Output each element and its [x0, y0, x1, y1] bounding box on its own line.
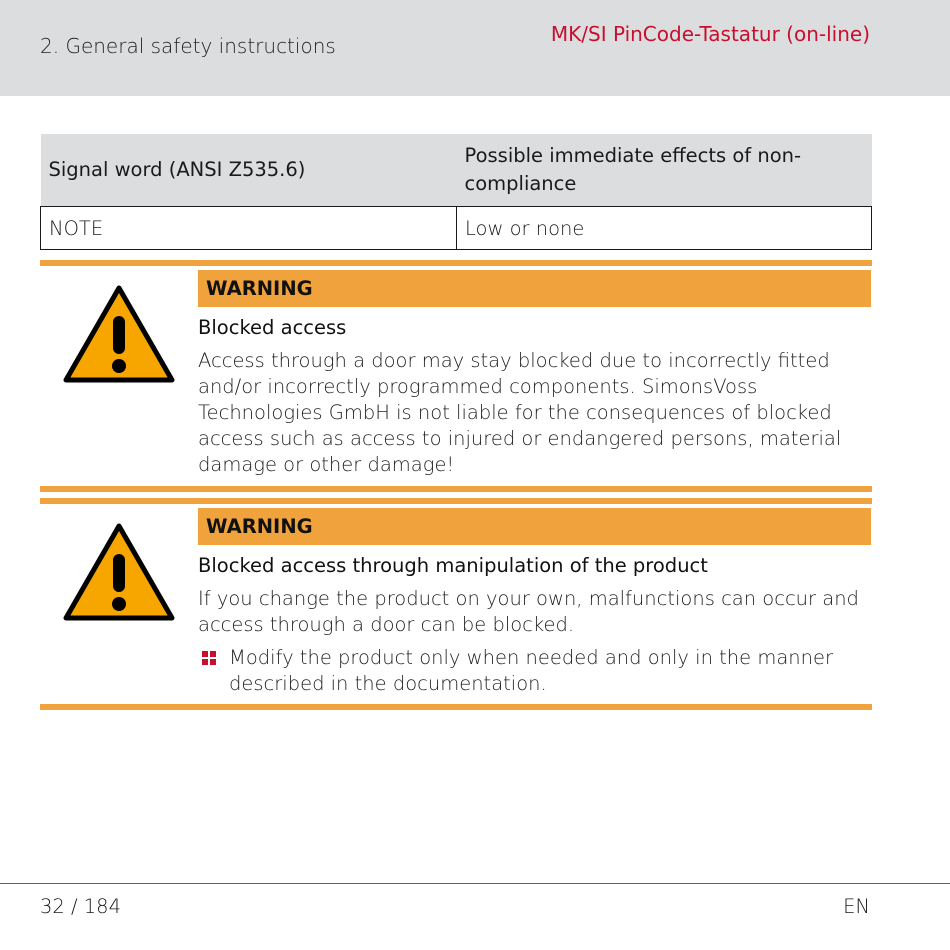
warning-triangle-icon — [62, 284, 176, 384]
warning-body: If you change the product on your own, malfunctions can occur and access through a door can be blocked. — [198, 587, 859, 636]
page-number: 32 / 184 — [40, 895, 121, 918]
warning-label: WARNING — [198, 508, 871, 545]
warning-label: WARNING — [198, 270, 871, 307]
language-code: EN — [843, 895, 870, 918]
product-title: MK/SI PinCode-Tastatur (on-line) — [550, 22, 870, 46]
table-cell-signal-word: NOTE — [41, 207, 457, 250]
warning-bottom-rule — [40, 704, 872, 710]
table-cell-effect: Low or none — [457, 207, 872, 250]
footer-divider — [0, 883, 950, 884]
column-header-signal-word: Signal word (ANSI Z535.6) — [41, 134, 457, 207]
table-header-row — [41, 134, 872, 207]
warning-triangle-icon — [62, 522, 176, 622]
bullet-icon — [202, 651, 216, 665]
warning-heading: Blocked access through manipulation of the product — [198, 554, 708, 577]
warning-body: Access through a door may stay blocked due to incorrectly fitted and/or incorrectly programmed components. SimonsVoss Technologies GmbH is not liable for the consequences of blocked access such as access to injured or endangered persons, material damage or other damage! — [198, 349, 842, 476]
warning-bottom-rule — [40, 486, 872, 492]
page-header — [0, 0, 950, 96]
warning-top-rule — [40, 498, 872, 504]
warning-heading: Blocked access — [198, 316, 347, 339]
column-header-effects: Possible immediate effects of non-compliance — [457, 134, 872, 207]
bullet-text: Modify the product only when needed and only in the manner described in the documentation. — [229, 646, 834, 695]
signal-word-table — [40, 134, 872, 250]
warning-top-rule — [40, 260, 872, 266]
section-title: 2. General safety instructions — [40, 34, 336, 58]
table-row — [41, 207, 872, 250]
